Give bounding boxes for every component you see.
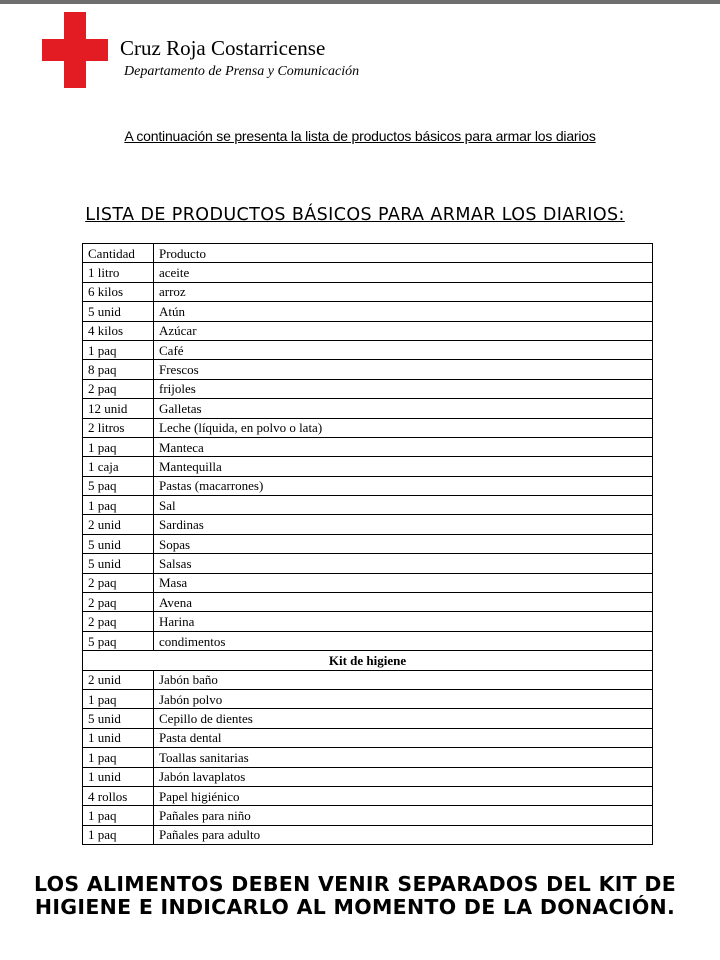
table-row bbox=[83, 593, 653, 612]
products-table bbox=[82, 243, 653, 845]
quantity-cell: 1 paq bbox=[83, 689, 154, 708]
product-cell: Jabón polvo bbox=[154, 689, 653, 708]
quantity-cell: 1 paq bbox=[83, 748, 154, 767]
list-title: LISTA DE PRODUCTOS BÁSICOS PARA ARMAR LOS DIARIOS: bbox=[85, 205, 625, 225]
product-cell: Pañales para niño bbox=[154, 806, 653, 825]
quantity-cell: 2 paq bbox=[83, 573, 154, 592]
product-cell: condimentos bbox=[154, 631, 653, 650]
quantity-cell: 2 paq bbox=[83, 612, 154, 631]
product-cell: Papel higiénico bbox=[154, 786, 653, 805]
product-cell: Cepillo de dientes bbox=[154, 709, 653, 728]
table-row bbox=[83, 302, 653, 321]
table-row bbox=[83, 418, 653, 437]
table-row bbox=[83, 554, 653, 573]
product-cell: Jabón lavaplatos bbox=[154, 767, 653, 786]
product-cell: Avena bbox=[154, 593, 653, 612]
quantity-cell: 6 kilos bbox=[83, 282, 154, 301]
table-row bbox=[83, 476, 653, 495]
product-cell: Café bbox=[154, 340, 653, 359]
quantity-cell: 5 unid bbox=[83, 709, 154, 728]
table-row bbox=[83, 457, 653, 476]
product-cell: Atún bbox=[154, 302, 653, 321]
table-row bbox=[83, 728, 653, 747]
column-header-product: Producto bbox=[154, 244, 653, 263]
section-row-hygiene-kit bbox=[83, 651, 653, 670]
product-cell: Toallas sanitarias bbox=[154, 748, 653, 767]
quantity-cell: 12 unid bbox=[83, 399, 154, 418]
footer-note: LOS ALIMENTOS DEBEN VENIR SEPARADOS DEL KIT DE HIGIENE E INDICARLO AL MOMENTO DE LA DONACIÓN. bbox=[33, 872, 677, 919]
product-cell: Jabón baño bbox=[154, 670, 653, 689]
quantity-cell: 1 litro bbox=[83, 263, 154, 282]
product-cell: Manteca bbox=[154, 437, 653, 456]
table-row bbox=[83, 534, 653, 553]
quantity-cell: 5 paq bbox=[83, 631, 154, 650]
product-cell: frijoles bbox=[154, 379, 653, 398]
product-cell: Salsas bbox=[154, 554, 653, 573]
quantity-cell: 1 unid bbox=[83, 728, 154, 747]
table-row bbox=[83, 399, 653, 418]
table-row bbox=[83, 379, 653, 398]
table-row bbox=[83, 263, 653, 282]
table-row bbox=[83, 670, 653, 689]
table-row bbox=[83, 786, 653, 805]
quantity-cell: 1 paq bbox=[83, 340, 154, 359]
product-cell: Frescos bbox=[154, 360, 653, 379]
table-row bbox=[83, 689, 653, 708]
organization-name: Cruz Roja Costarricense bbox=[120, 36, 326, 60]
table-row bbox=[83, 282, 653, 301]
table-header-row bbox=[83, 244, 653, 263]
table-row bbox=[83, 825, 653, 844]
product-cell: Sopas bbox=[154, 534, 653, 553]
quantity-cell: 8 paq bbox=[83, 360, 154, 379]
table-row bbox=[83, 767, 653, 786]
quantity-cell: 5 unid bbox=[83, 302, 154, 321]
quantity-cell: 2 paq bbox=[83, 379, 154, 398]
quantity-cell: 1 paq bbox=[83, 806, 154, 825]
table-row bbox=[83, 496, 653, 515]
product-cell: aceite bbox=[154, 263, 653, 282]
quantity-cell: 2 paq bbox=[83, 593, 154, 612]
intro-text: A continuación se presenta la lista de productos básicos para armar los diarios bbox=[124, 128, 596, 144]
quantity-cell: 2 unid bbox=[83, 670, 154, 689]
quantity-cell: 1 paq bbox=[83, 825, 154, 844]
table-row bbox=[83, 748, 653, 767]
quantity-cell: 2 litros bbox=[83, 418, 154, 437]
quantity-cell: 1 unid bbox=[83, 767, 154, 786]
product-cell: Galletas bbox=[154, 399, 653, 418]
table-row bbox=[83, 612, 653, 631]
product-cell: Pañales para adulto bbox=[154, 825, 653, 844]
product-cell: Harina bbox=[154, 612, 653, 631]
product-cell: arroz bbox=[154, 282, 653, 301]
table-row bbox=[83, 573, 653, 592]
table-row bbox=[83, 360, 653, 379]
quantity-cell: 5 unid bbox=[83, 534, 154, 553]
table-row bbox=[83, 806, 653, 825]
table-row bbox=[83, 515, 653, 534]
product-cell: Azúcar bbox=[154, 321, 653, 340]
quantity-cell: 5 paq bbox=[83, 476, 154, 495]
product-cell: Mantequilla bbox=[154, 457, 653, 476]
department-name: Departamento de Prensa y Comunicación bbox=[124, 64, 360, 79]
product-cell: Sardinas bbox=[154, 515, 653, 534]
quantity-cell: 1 paq bbox=[83, 437, 154, 456]
section-header-hygiene-kit: Kit de higiene bbox=[83, 651, 653, 670]
column-header-quantity: Cantidad bbox=[83, 244, 154, 263]
top-border bbox=[0, 0, 720, 4]
quantity-cell: 4 kilos bbox=[83, 321, 154, 340]
quantity-cell: 1 paq bbox=[83, 496, 154, 515]
product-cell: Masa bbox=[154, 573, 653, 592]
quantity-cell: 4 rollos bbox=[83, 786, 154, 805]
table-row bbox=[83, 340, 653, 359]
quantity-cell: 1 caja bbox=[83, 457, 154, 476]
quantity-cell: 5 unid bbox=[83, 554, 154, 573]
product-cell: Sal bbox=[154, 496, 653, 515]
table-row bbox=[83, 709, 653, 728]
product-cell: Leche (líquida, en polvo o lata) bbox=[154, 418, 653, 437]
quantity-cell: 2 unid bbox=[83, 515, 154, 534]
table-row bbox=[83, 321, 653, 340]
table-row bbox=[83, 631, 653, 650]
product-cell: Pastas (macarrones) bbox=[154, 476, 653, 495]
product-cell: Pasta dental bbox=[154, 728, 653, 747]
red-cross-logo-icon bbox=[42, 12, 108, 88]
table-row bbox=[83, 437, 653, 456]
